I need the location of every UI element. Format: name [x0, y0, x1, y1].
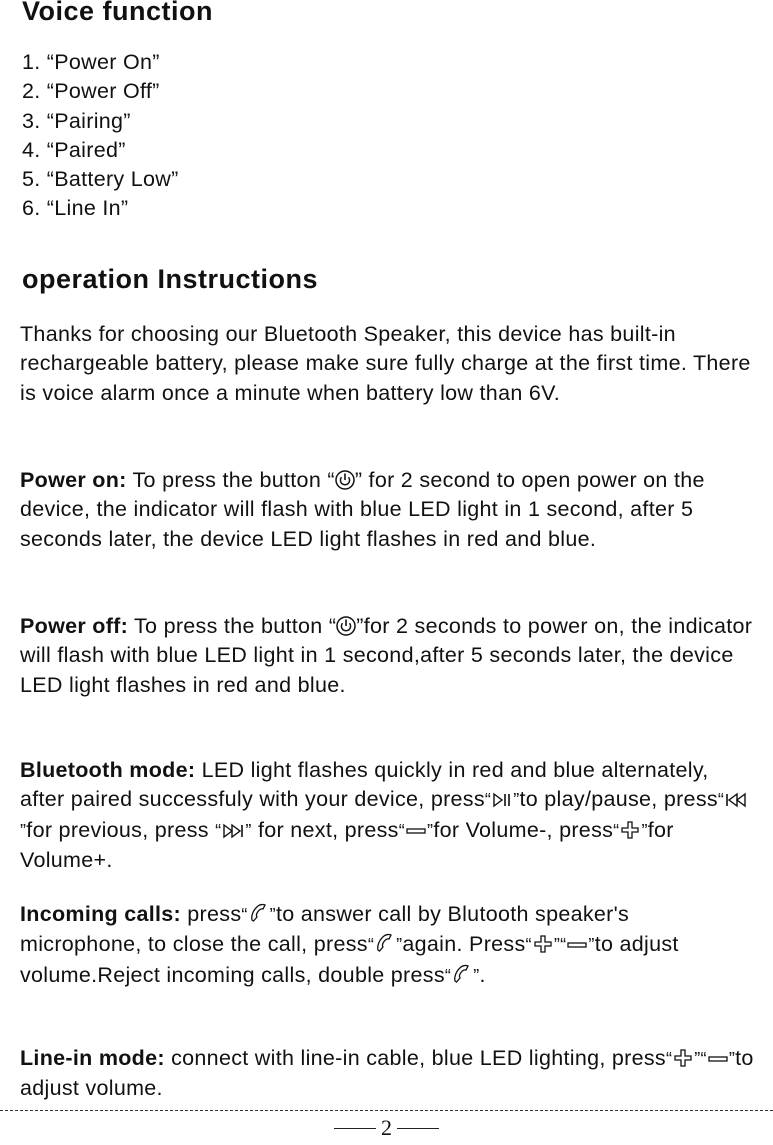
bt-text-2: to play/pause, press [519, 787, 718, 812]
page-footer [0, 1115, 773, 1141]
line-in-mode-label: Line-in mode: [20, 1046, 165, 1070]
previous-track-icon [724, 791, 748, 809]
bt-text-4: for next, press [251, 817, 399, 842]
footer-dash [397, 1128, 439, 1129]
incoming-calls-label: Incoming calls: [20, 902, 182, 926]
bt-text-1: LED light flashes quickly in red and blue alternately, after paired successfuly with your device, press [20, 758, 709, 812]
play-pause-icon [491, 791, 513, 809]
footer-dash [334, 1128, 376, 1129]
list-item: 6. “Line In” [22, 196, 129, 221]
power-on-text-after: ” for 2 second to open power on the device, the indicator will flash with blue LED light in 1 second, after 5 seconds later, the device LED light flashes in red and blue. [20, 468, 705, 551]
operation-instructions-title: operation Instructions [22, 264, 319, 294]
incoming-calls-paragraph: Incoming calls: press“ ”to answer call by Blutooth speaker's microphone, to close the call, press“ ”again. Press“ ”“ ”to adjust volume.Reject incoming calls, double press“ ”. [20, 902, 679, 987]
power-off-text-before: To press the button “ [128, 614, 337, 638]
voice-function-list [22, 48, 179, 224]
bt-text-3: for previous, press [26, 817, 216, 842]
minus-icon [566, 936, 588, 954]
power-off-paragraph [20, 612, 755, 700]
plus-icon [619, 820, 641, 840]
power-on-paragraph [20, 466, 755, 554]
list-item: 1. “Power On” [22, 50, 160, 74]
calls-text-1: press [181, 902, 242, 926]
calls-text-2: to answer call by Blutooth speaker's microphone, to close the call, press [20, 902, 630, 957]
calls-text-3: again. Press [402, 932, 526, 957]
minus-icon [707, 1050, 729, 1068]
phone-icon [248, 902, 270, 924]
power-on-label: Power on: [20, 468, 127, 492]
phone-icon [374, 932, 396, 954]
calls-text-4: to adjust volume.Reject incoming calls, double press [20, 932, 679, 987]
list-item: 3. “Pairing” [22, 108, 131, 133]
power-off-label: Power off: [20, 614, 129, 638]
intro-paragraph: Thanks for choosing our Bluetooth Speaker, this device has built-in rechargeable battery, please make sure fully charge at the first time. There is voice alarm once a minute when battery low than 6V. [20, 322, 751, 405]
plus-icon [532, 934, 554, 954]
line-in-mode-paragraph: Line-in mode: connect with line-in cable, blue LED lighting, press“ ”“ ”to adjust volume. [20, 1046, 754, 1101]
minus-icon [405, 822, 427, 840]
bt-text-6: for Volume+. [20, 817, 674, 872]
next-track-icon [221, 822, 245, 840]
plus-icon [672, 1048, 694, 1068]
power-icon [335, 470, 355, 490]
linein-text-2: to adjust volume. [20, 1046, 754, 1101]
voice-function-title: Voice function [22, 0, 214, 26]
power-off-text-after: ”for 2 seconds to power on, the indicator will flash with blue LED light in 1 second,after 5 seconds later, the device LED light flashes in red and blue. [20, 614, 753, 697]
linein-text-1: connect with line-in cable, blue LED lighting, press [164, 1046, 666, 1070]
bt-text-5: for Volume-, press [433, 817, 614, 842]
list-item: 2. “Power Off” [22, 79, 160, 104]
page-divider [0, 1110, 773, 1111]
phone-icon [451, 963, 473, 985]
power-icon [336, 616, 356, 636]
calls-text-5: . [479, 962, 486, 987]
page-number: 2 [381, 1115, 392, 1140]
list-item: 4. “Paired” [22, 137, 126, 162]
power-on-text-before: To press the button “ [126, 468, 335, 492]
bluetooth-mode-paragraph: Bluetooth mode: LED light flashes quickly in red and blue alternately, after paired successfuly with your device, press“ ”to play/pause, press“”for previous, press “ ” for next, press“ ”for Volume-, press“ ”for Volume+. [20, 756, 755, 875]
bluetooth-mode-label: Bluetooth mode: [20, 758, 196, 782]
list-item: 5. “Battery Low” [22, 167, 179, 192]
